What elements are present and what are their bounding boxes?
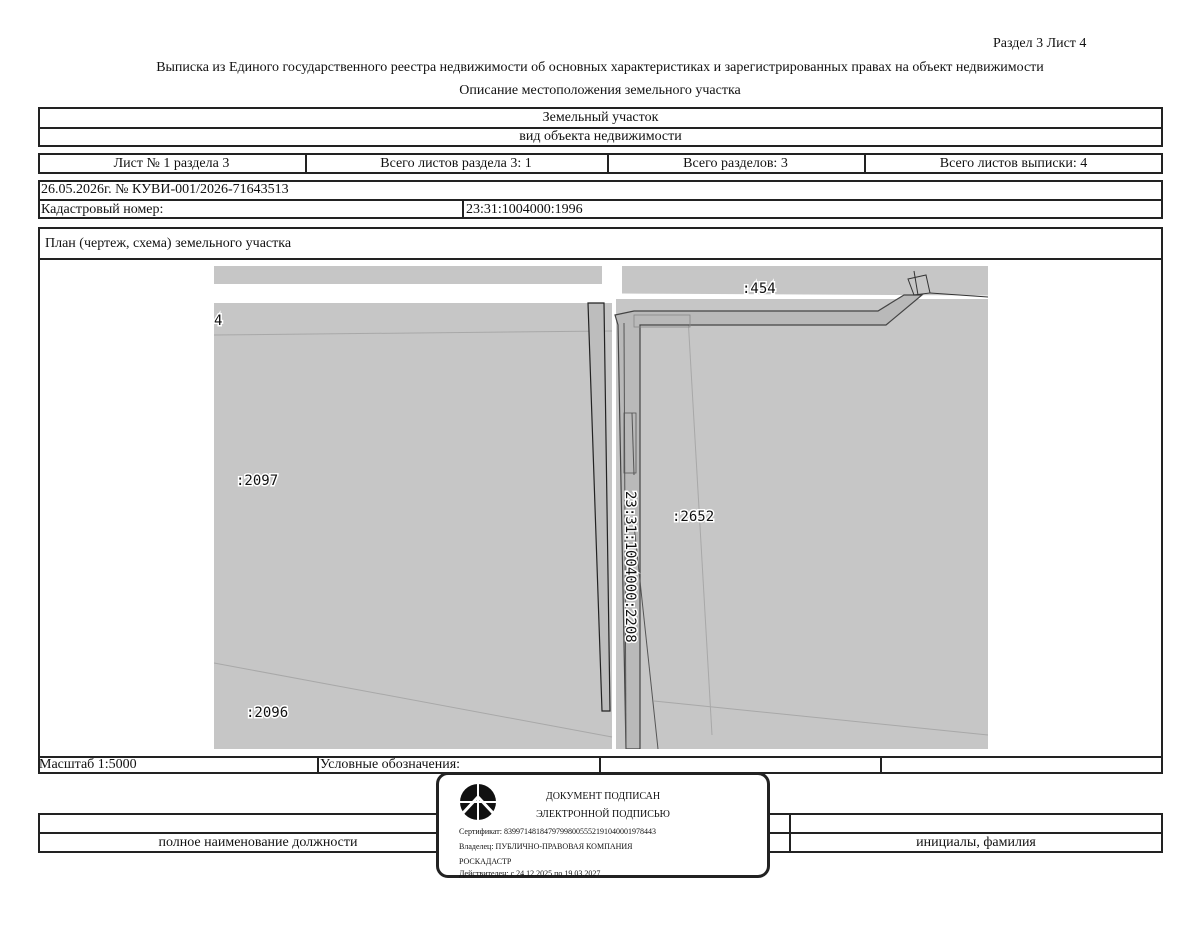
- date-number: 26.05.2026г. № КУВИ-001/2026-71643513: [41, 182, 289, 197]
- boundary-line: [622, 295, 988, 297]
- stamp-owner-line1: Владелец: ПУБЛИЧНО-ПРАВОВАЯ КОМПАНИЯ: [459, 842, 633, 851]
- label-parcel-2208: 23:31:1004000:2208: [622, 491, 638, 643]
- cadastral-label: Кадастровый номер:: [41, 202, 164, 217]
- stamp-line1: ДОКУМЕНТ ПОДПИСАН: [545, 791, 661, 802]
- label-parcel-2652: :2652: [672, 509, 715, 525]
- cadastral-value: 23:31:1004000:1996: [466, 202, 583, 217]
- object-type: Земельный участок: [542, 110, 659, 125]
- divider: [38, 258, 1163, 260]
- stamp-owner-line2: РОСКАДАСТР: [459, 857, 512, 866]
- divider: [880, 756, 882, 774]
- parcel-area: [622, 266, 988, 296]
- stamp-valid: Действителен: с 24.12.2025 по 19.03.2027: [459, 869, 601, 878]
- parcel-area: [214, 266, 602, 284]
- object-type-caption: вид объекта недвижимости: [519, 129, 682, 144]
- sheet-of-section: Лист № 1 раздела 3: [113, 156, 230, 171]
- document-subtitle: Описание местоположения земельного участка: [459, 83, 741, 98]
- stamp-certificate: Сертификат: 83997148184797998005552191040001978443: [459, 827, 656, 836]
- label-parcel-454: :454: [742, 281, 776, 297]
- document-title: Выписка из Единого государственного реестра недвижимости об основных характеристиках и зарегистрированных правах на объект недвижимости: [156, 60, 1044, 75]
- divider: [317, 756, 319, 774]
- total-section-sheets: Всего листов раздела 3: 1: [380, 156, 532, 171]
- position-caption: полное наименование должности: [158, 835, 358, 850]
- legend-label: Условные обозначения:: [320, 757, 461, 772]
- label-parcel-2097: :2097: [236, 473, 279, 489]
- name-caption: инициалы, фамилия: [916, 835, 1036, 850]
- scale: Масштаб 1:5000: [39, 757, 137, 772]
- cadastral-map: [214, 265, 988, 749]
- divider: [38, 199, 1163, 201]
- electronic-signature-stamp: [436, 772, 770, 878]
- plan-title: План (чертеж, схема) земельного участка: [45, 236, 292, 251]
- label-left-edge: 4: [214, 313, 223, 329]
- section-sheet-number: Раздел 3 Лист 4: [993, 36, 1087, 51]
- divider: [462, 199, 464, 219]
- stamp-line2: ЭЛЕКТРОННОЙ ПОДПИСЬЮ: [536, 809, 670, 820]
- total-sections: Всего разделов: 3: [683, 156, 788, 171]
- label-parcel-2096: :2096: [246, 705, 289, 721]
- total-extract-sheets: Всего листов выписки: 4: [939, 156, 1088, 171]
- parcel-area: [214, 303, 612, 749]
